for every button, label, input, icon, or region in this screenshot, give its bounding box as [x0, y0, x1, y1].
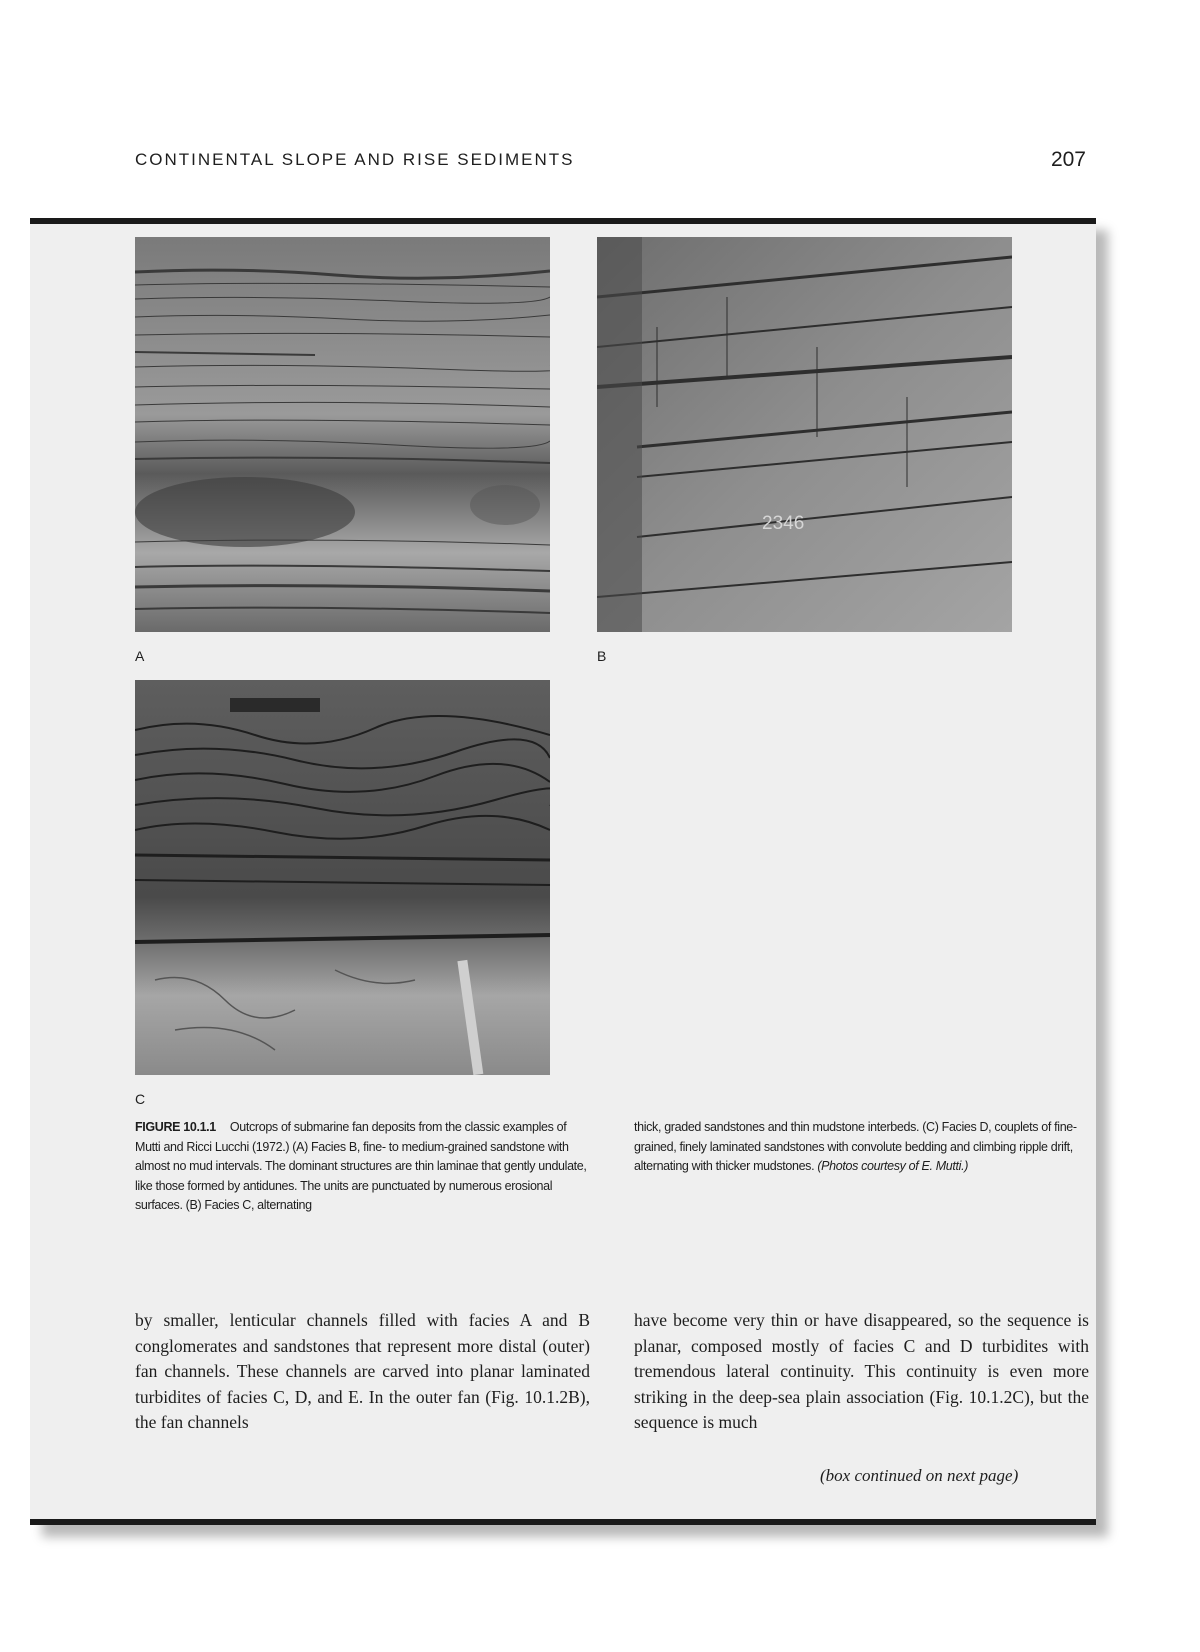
photo-a	[135, 237, 550, 632]
caption-text-right: thick, graded sandstones and thin mudstone interbeds. (C) Facies D, couplets of fine-grained, finely laminated sandstones with convolute bedding and climbing ripple drift, alternating with thicker mudstones.	[634, 1120, 1077, 1173]
body-paragraph-left: by smaller, lenticular channels filled with facies A and B conglomerates and sandstones that represent more distal (outer) fan channels. These channels are carved into planar laminated turbidites of facies C, D, and E. In the outer fan (Fig. 10.1.2B), the fan channels	[135, 1310, 590, 1432]
photo-c	[135, 680, 550, 1075]
panel-label-a: A	[135, 648, 145, 664]
photo-b	[597, 237, 1012, 632]
body-paragraph-right: have become very thin or have disappeared, so the sequence is planar, composed mostly of facies C and D turbidites with tremendous lateral continuity. This continuity is even more striking in the deep-sea plain association (Fig. 10.1.2C), but the sequence is much	[634, 1310, 1089, 1432]
panel-label-b: B	[597, 648, 607, 664]
figure-caption-left	[135, 1118, 590, 1216]
figure-number: FIGURE 10.1.1	[135, 1120, 216, 1134]
panel-label-c: C	[135, 1091, 146, 1107]
continued-note: (box continued on next page)	[820, 1466, 1019, 1485]
page-number: 207	[1050, 148, 1086, 171]
figure-caption-right	[634, 1118, 1094, 1177]
panel-b-marking: 2346	[762, 513, 805, 534]
running-head: CONTINENTAL SLOPE AND RISE SEDIMENTS	[135, 150, 575, 169]
caption-text-left: Outcrops of submarine fan deposits from the classic examples of Mutti and Ricci Lucchi (1972.) (A) Facies B, fine- to medium-grained sandstone with almost no mud intervals. The dominant structures are thin laminae that gently undulate, like those formed by antidunes. The units are punctuated by numerous erosional surfaces. (B) Facies C, alternating	[135, 1120, 587, 1212]
photo-credit: (Photos courtesy of E. Mutti.)	[817, 1159, 969, 1173]
